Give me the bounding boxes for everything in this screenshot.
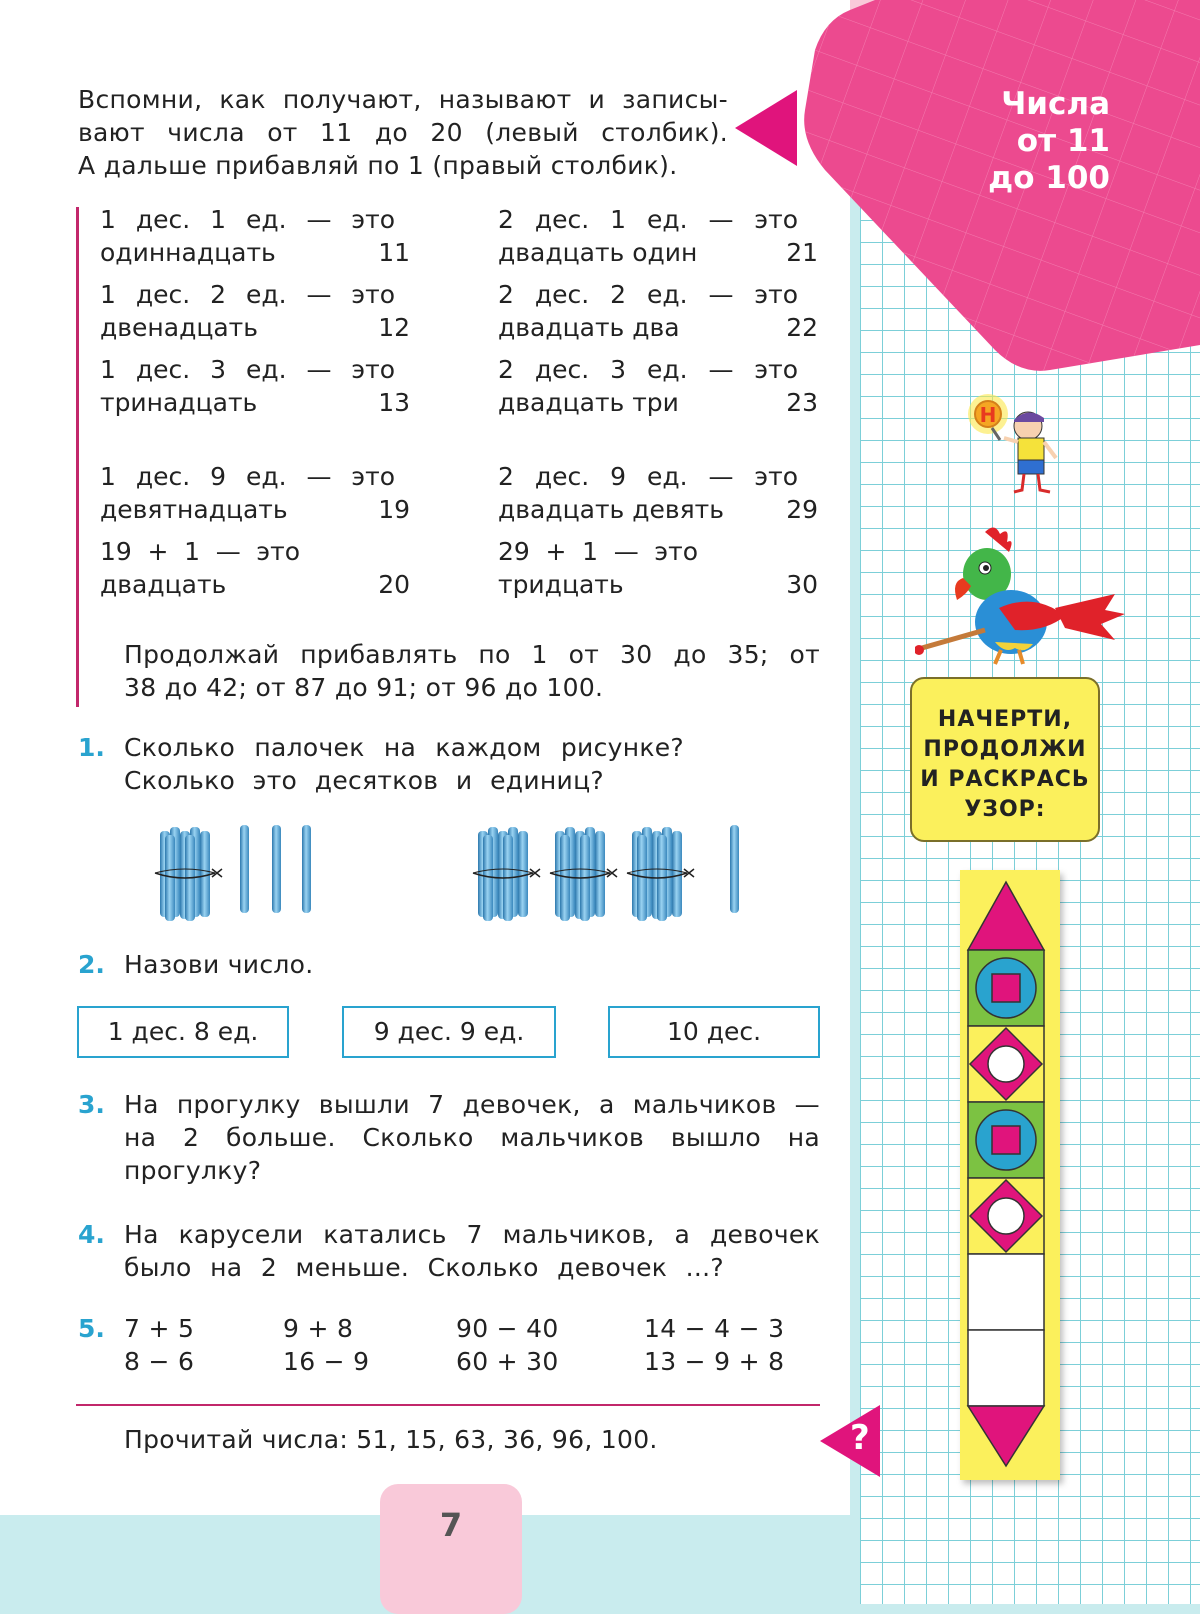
entry-number: 12 — [378, 313, 410, 342]
continue-line: 38 до 42; от 87 до 91; от 96 до 100. — [124, 673, 604, 702]
diamond-circle-tile — [968, 1178, 1044, 1254]
entry-word: двадцать два — [498, 313, 680, 342]
instruction-line: ПРОДОЛЖИ — [923, 737, 1087, 762]
left-column-entry — [100, 353, 420, 419]
badge-letter: Н — [979, 403, 997, 427]
circle-square-tile — [968, 950, 1044, 1026]
right-column-entry — [498, 203, 818, 269]
entry-tens-units: 2 дес. 9 ед. — это — [498, 462, 798, 491]
entry-word: одиннадцать — [100, 238, 276, 267]
pattern-strip — [956, 876, 1066, 1476]
chapter-title-line: до 100 — [988, 160, 1110, 196]
pointer-triangle-icon — [735, 90, 797, 166]
entry-word: двадцать девять — [498, 495, 724, 524]
entry-number: 11 — [378, 238, 410, 267]
right-column-entry — [498, 353, 818, 419]
entry-tens-units: 29 + 1 — это — [498, 537, 698, 566]
task-number: 2. — [78, 950, 105, 979]
expression: 60 + 30 — [456, 1347, 559, 1376]
left-column-entry — [100, 203, 420, 269]
entry-tens-units: 2 дес. 2 ед. — это — [498, 280, 798, 309]
page-number: 7 — [439, 1506, 463, 1544]
left-column-entry — [100, 535, 420, 601]
task-number: 1. — [78, 733, 105, 762]
entry-tens-units: 1 дес. 2 ед. — это — [100, 280, 395, 309]
parrot-illustration — [915, 522, 1130, 682]
bottom-triangle-icon — [968, 1406, 1044, 1466]
chapter-title-line: Числа — [1001, 86, 1110, 122]
task-line: на 2 больше. Сколько мальчиков вышло на — [124, 1123, 820, 1152]
diamond-circle-tile — [968, 1026, 1044, 1102]
section-divider — [76, 1404, 820, 1406]
entry-number: 13 — [378, 388, 410, 417]
stick-bundle — [627, 827, 694, 921]
sticks-illustration — [150, 825, 770, 925]
chapter-title — [960, 86, 1110, 197]
task-number: 5. — [78, 1314, 105, 1343]
answer-box: 9 дес. 9 ед. — [342, 1006, 556, 1058]
entry-number: 21 — [786, 238, 818, 267]
right-column-entry — [498, 535, 818, 601]
expression: 16 − 9 — [283, 1347, 370, 1376]
task-3-text — [124, 1088, 820, 1187]
instruction-line: УЗОР: — [964, 797, 1046, 822]
left-column-entry — [100, 460, 420, 526]
entry-word: двадцать — [100, 570, 227, 599]
empty-tile — [968, 1330, 1044, 1406]
chapter-title-line: от 11 — [1016, 123, 1110, 159]
task-4-text — [124, 1218, 820, 1284]
continue-paragraph — [124, 638, 820, 704]
empty-tile — [968, 1254, 1044, 1330]
intro-paragraph — [78, 83, 728, 182]
page-number-tab — [380, 1484, 522, 1614]
stick-bundle — [155, 827, 222, 921]
task-number: 4. — [78, 1220, 105, 1249]
entry-tens-units: 2 дес. 1 ед. — это — [498, 205, 798, 234]
expression: 9 + 8 — [283, 1314, 354, 1343]
read-numbers-task: Прочитай числа: 51, 15, 63, 36, 96, 100. — [124, 1425, 658, 1454]
expression: 7 + 5 — [124, 1314, 195, 1343]
expression: 13 − 9 + 8 — [644, 1347, 785, 1376]
task-line: На прогулку вышли 7 девочек, а мальчиков — — [124, 1090, 820, 1119]
entry-word: тридцать — [498, 570, 624, 599]
entry-tens-units: 1 дес. 9 ед. — это — [100, 462, 395, 491]
single-stick — [272, 825, 281, 913]
entry-tens-units: 19 + 1 — это — [100, 537, 300, 566]
entry-word: двадцать один — [498, 238, 698, 267]
entry-word: двенадцать — [100, 313, 258, 342]
expression: 14 − 4 − 3 — [644, 1314, 785, 1343]
right-column-entry — [498, 278, 818, 344]
instruction-line: И РАСКРАСЬ — [920, 767, 1090, 792]
intro-line: А дальше прибавляй по 1 (правый столбик). — [78, 151, 678, 180]
task-line: было на 2 меньше. Сколько девочек ...? — [124, 1253, 724, 1282]
entry-word: тринадцать — [100, 388, 258, 417]
entry-number: 22 — [786, 313, 818, 342]
task-line: Сколько это десятков и единиц? — [124, 766, 604, 795]
single-stick — [302, 825, 311, 913]
expression: 8 − 6 — [124, 1347, 195, 1376]
question-mark-glyph: ? — [850, 1418, 870, 1458]
task-line: прогулку? — [124, 1156, 262, 1185]
top-triangle-icon — [968, 882, 1044, 950]
single-stick — [240, 825, 249, 913]
instruction-box — [910, 677, 1100, 842]
answer-box: 10 дес. — [608, 1006, 820, 1058]
entry-number: 19 — [378, 495, 410, 524]
intro-line: вают числа от 11 до 20 (левый столбик). — [78, 118, 728, 147]
intro-line: Вспомни, как получают, называют и записы- — [78, 85, 728, 114]
task-line: На карусели катались 7 мальчиков, а девочек — [124, 1220, 820, 1249]
entry-number: 23 — [786, 388, 818, 417]
entry-number: 29 — [786, 495, 818, 524]
continue-line: Продолжай прибавлять по 1 от 30 до 35; от — [124, 640, 820, 669]
circle-square-tile — [968, 1102, 1044, 1178]
task-2-text: Назови число. — [124, 950, 314, 979]
margin-rule — [76, 207, 79, 707]
entry-number: 30 — [786, 570, 818, 599]
entry-tens-units: 2 дес. 3 ед. — это — [498, 355, 798, 384]
answer-box: 1 дес. 8 ед. — [77, 1006, 289, 1058]
stick-bundle — [550, 827, 617, 921]
left-column-entry — [100, 278, 420, 344]
entry-word: девятнадцать — [100, 495, 288, 524]
task-number: 3. — [78, 1090, 105, 1119]
boy-illustration — [960, 392, 1080, 512]
entry-tens-units: 1 дес. 3 ед. — это — [100, 355, 395, 384]
entry-word: двадцать три — [498, 388, 679, 417]
expression: 90 − 40 — [456, 1314, 559, 1343]
entry-tens-units: 1 дес. 1 ед. — это — [100, 205, 395, 234]
instruction-line: НАЧЕРТИ, — [937, 707, 1073, 732]
stick-bundle — [473, 827, 540, 921]
right-column-entry — [498, 460, 818, 526]
single-stick — [730, 825, 739, 913]
task-line: Сколько палочек на каждом рисунке? — [124, 733, 684, 762]
task-1-text — [124, 731, 684, 797]
entry-number: 20 — [378, 570, 410, 599]
